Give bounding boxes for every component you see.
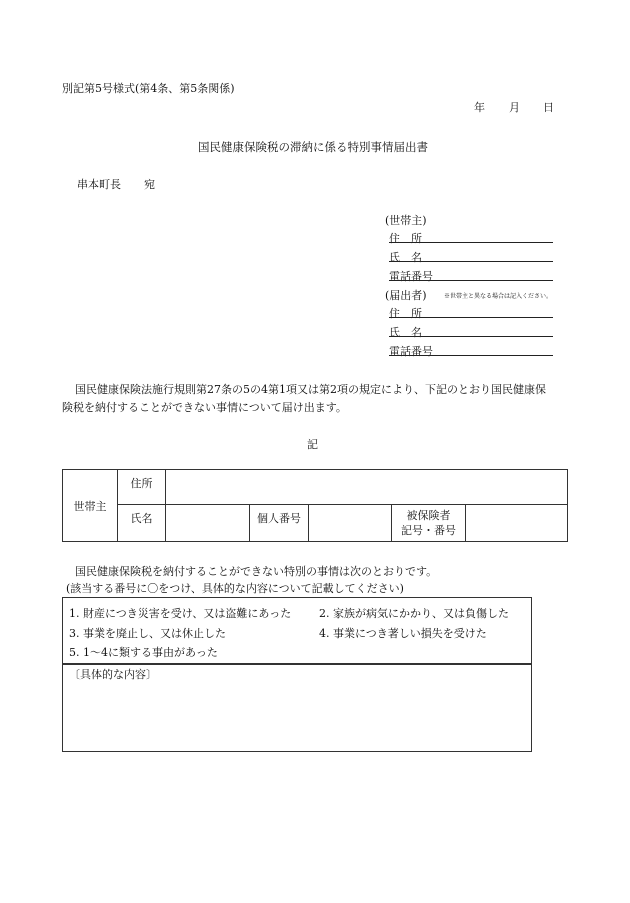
body-text-line-1: 国民健康保険法施行規則第27条の5の4第1項又は第2項の規定により、下記のとおり国民健康保 <box>75 383 546 396</box>
body-text-line-2: 険税を納付することができない事情について届け出ます。 <box>62 401 347 414</box>
setai-label: 世帯主 <box>73 499 107 513</box>
householder-name-label: 氏 名 <box>389 251 422 264</box>
reason-2[interactable]: 2. 家族が病気にかかり、又は負傷した <box>319 607 509 620</box>
filer-address-label: 住 所 <box>389 307 422 320</box>
reasons-intro-line-2: (該当する番号に〇をつけ、具体的な内容について記載してください) <box>66 582 404 595</box>
date-month-label: 月 <box>509 101 520 114</box>
filer-note: ※世帯主と異なる場合は記入ください。 <box>444 293 553 300</box>
reason-3[interactable]: 3. 事業を廃止し、又は休止した <box>69 627 226 640</box>
detail-label: 〔具体的な内容〕 <box>69 668 157 681</box>
setai-label-cell <box>63 470 118 542</box>
reason-5[interactable]: 5. 1～4に類する事由があった <box>69 646 218 659</box>
address-label: 住所 <box>130 477 153 490</box>
address-input-cell[interactable] <box>166 470 568 505</box>
addressee-suffix: 宛 <box>144 178 155 191</box>
date-day-label: 日 <box>543 101 554 114</box>
filer-phone-label: 電話番号 <box>389 345 433 358</box>
householder-info-table <box>62 469 568 542</box>
householder-address-field[interactable] <box>389 228 553 243</box>
householder-phone-label: 電話番号 <box>389 270 433 283</box>
name-input-cell[interactable] <box>166 505 250 542</box>
form-reference: 別記第5号様式(第4条、第5条関係) <box>62 82 235 95</box>
householder-label: (世帯主) <box>385 214 427 227</box>
reason-1[interactable]: 1. 財産につき災害を受け、又は盗難にあった <box>69 607 292 620</box>
hihoken-label-2: 記号・番号 <box>401 524 456 537</box>
hihoken-label-cell <box>392 505 466 542</box>
address-label-cell <box>118 470 166 505</box>
householder-name-field[interactable] <box>389 247 553 262</box>
hihoken-label-1: 被保険者 <box>406 509 451 522</box>
kojin-label-cell <box>250 505 309 542</box>
filer-label: (届出者) <box>385 289 427 302</box>
householder-phone-field[interactable] <box>389 266 553 281</box>
filer-address-field[interactable] <box>389 303 553 318</box>
reason-4[interactable]: 4. 事業につき著しい損失を受けた <box>319 627 487 640</box>
date-year-label: 年 <box>474 101 485 114</box>
hihoken-input-cell[interactable] <box>466 505 568 542</box>
name-label-cell <box>118 505 166 542</box>
filer-name-field[interactable] <box>389 322 553 337</box>
ki-heading: 記 <box>307 438 318 451</box>
kojin-input-cell[interactable] <box>309 505 392 542</box>
filer-name-label: 氏 名 <box>389 326 422 339</box>
kojin-label: 個人番号 <box>257 512 301 525</box>
addressee-name: 串本町長 <box>77 178 121 191</box>
householder-address-label: 住 所 <box>389 232 422 245</box>
reasons-intro-line-1: 国民健康保険税を納付することができない特別の事情は次のとおりです。 <box>75 565 438 578</box>
filer-phone-field[interactable] <box>389 341 553 356</box>
document-title: 国民健康保険税の滞納に係る特別事情届出書 <box>198 140 428 154</box>
name-label: 氏名 <box>130 512 153 525</box>
